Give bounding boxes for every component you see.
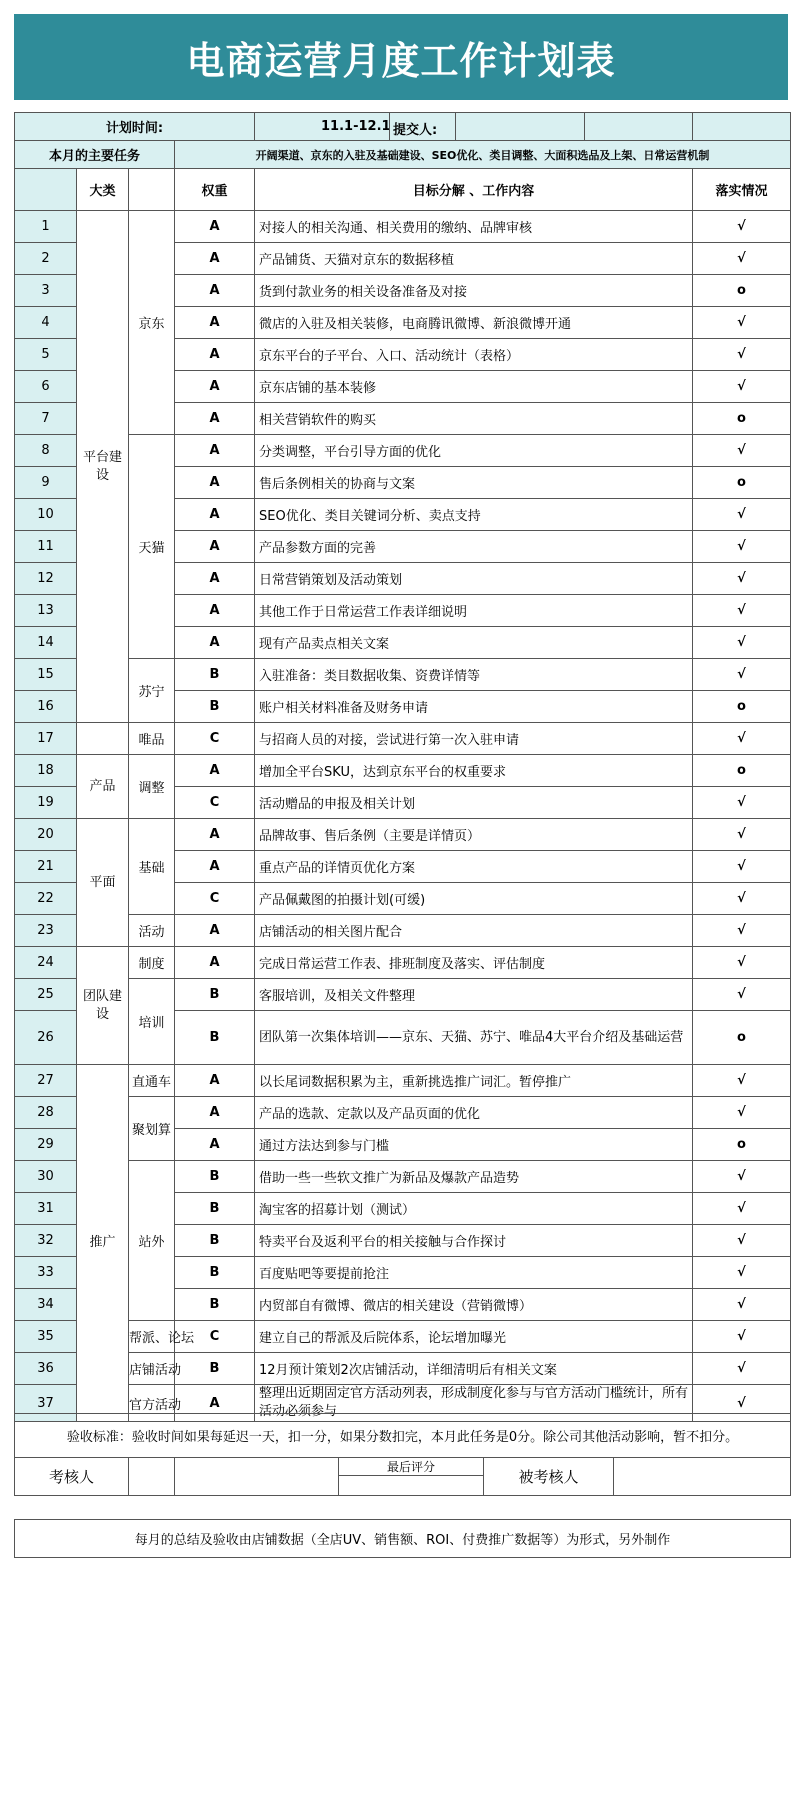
task-content: 微店的入驻及相关装修，电商腾讯微博、新浪微博开通	[255, 307, 693, 339]
row-number: 11	[15, 531, 77, 563]
plan-time-cell	[255, 113, 585, 141]
subcategory-cell: 活动	[129, 915, 175, 947]
task-content: 淘宝客的招募计划（测试）	[255, 1193, 693, 1225]
subcategory-cell: 官方活动	[129, 1385, 175, 1422]
weight-grade: B	[175, 659, 255, 691]
status-mark[interactable]: √	[693, 819, 791, 851]
row-number: 14	[15, 627, 77, 659]
task-content: 特卖平台及返利平台的相关接触与合作探讨	[255, 1225, 693, 1257]
weight-grade: B	[175, 1289, 255, 1321]
subcategory-cell: 苏宁	[129, 659, 175, 723]
blank-cell	[693, 113, 791, 141]
table-row	[15, 947, 791, 979]
table-row	[15, 211, 791, 243]
status-mark[interactable]: √	[693, 211, 791, 243]
table-row	[15, 723, 791, 755]
header-category: 大类	[77, 169, 129, 211]
acceptance-standard: 验收标准：验收时间如果每延迟一天，扣一分，如果分数扣完，本月此任务是0分。除公司其他活动影响，暂不扣分。	[15, 1414, 791, 1458]
status-mark[interactable]: √	[693, 1225, 791, 1257]
weight-grade: B	[175, 691, 255, 723]
status-mark[interactable]: √	[693, 307, 791, 339]
task-content: 货到付款业务的相关设备准备及对接	[255, 275, 693, 307]
main-task-value: 开阔渠道、京东的入驻及基础建设、SEO优化、类目调整、大面积选品及上架、日常运营机制	[175, 141, 791, 169]
task-content: 店铺活动的相关图片配合	[255, 915, 693, 947]
task-content: 京东平台的子平台、入口、活动统计（表格）	[255, 339, 693, 371]
task-content: 入驻准备：类目数据收集、资费详情等	[255, 659, 693, 691]
submitter-label: 提交人:	[393, 123, 438, 138]
weight-grade: A	[175, 851, 255, 883]
final-score-value[interactable]	[339, 1476, 484, 1496]
row-number: 34	[15, 1289, 77, 1321]
weight-grade: B	[175, 979, 255, 1011]
table-row	[15, 1065, 791, 1097]
task-content: 内贸部自有微博、微店的相关建设（营销微博）	[255, 1289, 693, 1321]
task-content: 产品参数方面的完善	[255, 531, 693, 563]
header-blank	[15, 169, 77, 211]
row-number: 17	[15, 723, 77, 755]
table-row	[15, 659, 791, 691]
status-mark[interactable]: √	[693, 243, 791, 275]
row-number: 6	[15, 371, 77, 403]
weight-grade: A	[175, 1129, 255, 1161]
final-score-label: 最后评分	[339, 1458, 484, 1476]
row-number: 3	[15, 275, 77, 307]
status-mark[interactable]: √	[693, 1289, 791, 1321]
row-number: 5	[15, 339, 77, 371]
row-number: 9	[15, 467, 77, 499]
subcategory-cell: 调整	[129, 755, 175, 819]
status-mark[interactable]: √	[693, 1385, 791, 1422]
task-content: 产品铺货、天猫对京东的数据移植	[255, 243, 693, 275]
row-number: 33	[15, 1257, 77, 1289]
row-number: 7	[15, 403, 77, 435]
table-row	[15, 1321, 791, 1353]
table-row	[15, 915, 791, 947]
row-number: 18	[15, 755, 77, 787]
weight-grade: A	[175, 499, 255, 531]
status-mark[interactable]: √	[693, 339, 791, 371]
task-content: 重点产品的详情页优化方案	[255, 851, 693, 883]
status-mark[interactable]: √	[693, 627, 791, 659]
row-number: 37	[15, 1385, 77, 1422]
row-number: 26	[15, 1011, 77, 1065]
assessee-value[interactable]	[614, 1458, 791, 1496]
subcategory-cell: 京东	[129, 211, 175, 435]
row-number: 2	[15, 243, 77, 275]
row-number: 30	[15, 1161, 77, 1193]
status-mark[interactable]: o	[693, 403, 791, 435]
weight-grade: A	[175, 1097, 255, 1129]
table-row	[15, 1353, 791, 1385]
row-number: 13	[15, 595, 77, 627]
status-mark[interactable]: √	[693, 787, 791, 819]
task-content: 现有产品卖点相关文案	[255, 627, 693, 659]
row-number: 12	[15, 563, 77, 595]
status-mark[interactable]: √	[693, 723, 791, 755]
weight-grade: A	[175, 467, 255, 499]
task-content: 京东店铺的基本装修	[255, 371, 693, 403]
weight-grade: B	[175, 1011, 255, 1065]
task-content: 账户相关材料准备及财务申请	[255, 691, 693, 723]
subcategory-cell: 唯品	[129, 723, 175, 755]
task-content: 对接人的相关沟通、相关费用的缴纳、品牌审核	[255, 211, 693, 243]
status-mark[interactable]: √	[693, 1097, 791, 1129]
status-mark[interactable]: √	[693, 1321, 791, 1353]
row-number: 21	[15, 851, 77, 883]
assessor-sign[interactable]	[129, 1458, 175, 1496]
weight-grade: A	[175, 403, 255, 435]
task-content: SEO优化、类目关键词分析、卖点支持	[255, 499, 693, 531]
row-number: 36	[15, 1353, 77, 1385]
status-mark[interactable]: o	[693, 467, 791, 499]
subcategory-cell: 直通车	[129, 1065, 175, 1097]
table-row	[15, 755, 791, 787]
subcategory-cell: 培训	[129, 979, 175, 1065]
row-number: 4	[15, 307, 77, 339]
status-mark[interactable]: √	[693, 915, 791, 947]
row-number: 25	[15, 979, 77, 1011]
task-content: 团队第一次集体培训——京东、天猫、苏宁、唯品4大平台介绍及基础运营	[255, 1011, 693, 1065]
weight-grade: B	[175, 1353, 255, 1385]
status-mark[interactable]: o	[693, 1129, 791, 1161]
category-cell	[77, 723, 129, 755]
row-number: 29	[15, 1129, 77, 1161]
status-mark[interactable]: √	[693, 947, 791, 979]
status-mark[interactable]: √	[693, 531, 791, 563]
category-cell: 平台建设	[77, 211, 129, 723]
task-content: 百度贴吧等要提前抢注	[255, 1257, 693, 1289]
weight-grade: A	[175, 819, 255, 851]
weight-grade: C	[175, 723, 255, 755]
footer-table	[14, 1413, 791, 1558]
status-mark[interactable]: √	[693, 1193, 791, 1225]
submitter-value[interactable]	[585, 113, 693, 141]
row-number: 15	[15, 659, 77, 691]
subcategory-cell: 天猫	[129, 435, 175, 659]
task-content: 活动赠品的申报及相关计划	[255, 787, 693, 819]
weight-grade: A	[175, 627, 255, 659]
spacer	[15, 1496, 791, 1520]
row-number: 28	[15, 1097, 77, 1129]
row-number: 32	[15, 1225, 77, 1257]
subcategory-cell: 基础	[129, 819, 175, 915]
row-number: 20	[15, 819, 77, 851]
task-content: 整理出近期固定官方活动列表，形成制度化参与与官方活动门槛统计，所有活动必须参与	[255, 1385, 693, 1422]
task-content: 品牌故事、售后条例（主要是详情页）	[255, 819, 693, 851]
weight-grade: C	[175, 883, 255, 915]
status-mark[interactable]: √	[693, 1353, 791, 1385]
header-subcategory	[129, 169, 175, 211]
assessor-label: 考核人	[15, 1458, 129, 1496]
task-content: 通过方法达到参与门槛	[255, 1129, 693, 1161]
assessor-value[interactable]	[175, 1458, 339, 1496]
category-cell: 团队建设	[77, 947, 129, 1065]
row-number: 16	[15, 691, 77, 723]
plan-time-label: 计划时间:	[15, 113, 255, 141]
weight-grade: B	[175, 1225, 255, 1257]
task-content: 售后条例相关的协商与文案	[255, 467, 693, 499]
weight-grade: A	[175, 371, 255, 403]
status-mark[interactable]: √	[693, 979, 791, 1011]
status-mark[interactable]: o	[693, 755, 791, 787]
status-mark[interactable]: √	[693, 851, 791, 883]
category-cell: 产品	[77, 755, 129, 819]
task-content: 客服培训，及相关文件整理	[255, 979, 693, 1011]
row-number: 27	[15, 1065, 77, 1097]
table-row	[15, 819, 791, 851]
weight-grade: A	[175, 563, 255, 595]
weight-grade: A	[175, 1385, 255, 1422]
weight-grade: A	[175, 947, 255, 979]
task-content: 建立自己的帮派及后院体系，论坛增加曝光	[255, 1321, 693, 1353]
status-mark[interactable]: √	[693, 371, 791, 403]
weight-grade: A	[175, 339, 255, 371]
row-number: 22	[15, 883, 77, 915]
task-content: 日常营销策划及活动策划	[255, 563, 693, 595]
status-mark[interactable]: √	[693, 435, 791, 467]
weight-grade: A	[175, 595, 255, 627]
task-content: 完成日常运营工作表、排班制度及落实、评估制度	[255, 947, 693, 979]
category-cell: 推广	[77, 1065, 129, 1422]
assessee-label: 被考核人	[484, 1458, 614, 1496]
task-content: 产品的选款、定款以及产品页面的优化	[255, 1097, 693, 1129]
plan-table	[14, 112, 791, 1422]
task-content: 借助一些一些软文推广为新品及爆款产品造势	[255, 1161, 693, 1193]
row-number: 23	[15, 915, 77, 947]
header-status: 落实情况	[693, 169, 791, 211]
status-mark[interactable]: √	[693, 1257, 791, 1289]
row-number: 24	[15, 947, 77, 979]
weight-grade: A	[175, 435, 255, 467]
status-mark[interactable]: √	[693, 1161, 791, 1193]
subcategory-cell: 站外	[129, 1161, 175, 1321]
task-content: 12月预计策划2次店铺活动，详细清明后有相关文案	[255, 1353, 693, 1385]
task-content: 分类调整，平台引导方面的优化	[255, 435, 693, 467]
task-content: 与招商人员的对接，尝试进行第一次入驻申请	[255, 723, 693, 755]
table-row	[15, 1161, 791, 1193]
status-mark[interactable]: √	[693, 563, 791, 595]
summary-note: 每月的总结及验收由店铺数据（全店UV、销售额、ROI、付费推广数据等）为形式，另外制作	[15, 1520, 791, 1558]
header-content: 目标分解 、工作内容	[255, 169, 693, 211]
weight-grade: A	[175, 275, 255, 307]
status-mark[interactable]: √	[693, 883, 791, 915]
weight-grade: A	[175, 755, 255, 787]
row-number: 1	[15, 211, 77, 243]
task-content: 相关营销软件的购买	[255, 403, 693, 435]
status-mark[interactable]: o	[693, 1011, 791, 1065]
row-number: 19	[15, 787, 77, 819]
plan-time-value: 11.1-12.1	[321, 119, 391, 134]
task-content: 增加全平台SKU，达到京东平台的权重要求	[255, 755, 693, 787]
weight-grade: A	[175, 243, 255, 275]
weight-grade: A	[175, 915, 255, 947]
task-content: 以长尾词数据积累为主，重新挑选推广词汇。暂停推广	[255, 1065, 693, 1097]
status-mark[interactable]: √	[693, 499, 791, 531]
task-content: 产品佩戴图的拍摄计划(可缓)	[255, 883, 693, 915]
row-number: 35	[15, 1321, 77, 1353]
weight-grade: A	[175, 531, 255, 563]
weight-grade: B	[175, 1257, 255, 1289]
subcategory-cell: 制度	[129, 947, 175, 979]
main-task-label: 本月的主要任务	[15, 141, 175, 169]
weight-grade: B	[175, 1193, 255, 1225]
row-number: 31	[15, 1193, 77, 1225]
category-cell: 平面	[77, 819, 129, 947]
header-weight: 权重	[175, 169, 255, 211]
status-mark[interactable]: o	[693, 275, 791, 307]
subcategory-cell: 店铺活动	[129, 1353, 175, 1385]
status-mark[interactable]: √	[693, 1065, 791, 1097]
row-number: 10	[15, 499, 77, 531]
status-mark[interactable]: o	[693, 691, 791, 723]
row-number: 8	[15, 435, 77, 467]
weight-grade: A	[175, 1065, 255, 1097]
weight-grade: C	[175, 787, 255, 819]
table-row	[15, 1097, 791, 1129]
task-content: 其他工作于日常运营工作表详细说明	[255, 595, 693, 627]
status-mark[interactable]: √	[693, 659, 791, 691]
subcategory-cell: 帮派、论坛	[129, 1321, 175, 1353]
sheet-title: 电商运营月度工作计划表	[14, 14, 788, 100]
weight-grade: A	[175, 307, 255, 339]
weight-grade: B	[175, 1161, 255, 1193]
subcategory-cell: 聚划算	[129, 1097, 175, 1161]
table-row	[15, 435, 791, 467]
weight-grade: C	[175, 1321, 255, 1353]
weight-grade: A	[175, 211, 255, 243]
table-row	[15, 979, 791, 1011]
status-mark[interactable]: √	[693, 595, 791, 627]
